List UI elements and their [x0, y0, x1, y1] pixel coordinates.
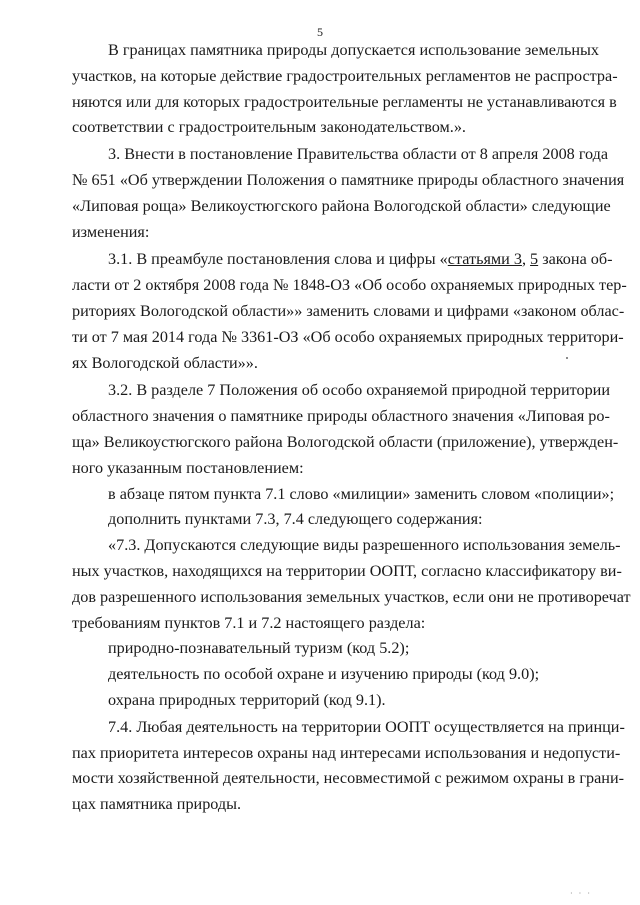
text-line: ща» Великоустюгского района Вологодской области (приложение), утвержден- [72, 432, 619, 451]
text-line: деятельность по особой охране и изучению природы (код 9.0); [108, 665, 540, 684]
text-line: ях Вологодской области»». [72, 353, 258, 372]
text-line: ного указанным постановлением: [72, 458, 304, 477]
document-body [72, 38, 631, 818]
text-line: цах памятника природы. [72, 795, 242, 814]
text-line: ти от 7 мая 2014 года № 3361-ОЗ «Об особо охраняемых природных территори- [72, 327, 624, 346]
list-item-protection [72, 662, 599, 688]
text-line: участков, на которые действие градостроительных регламентов не распростра- [72, 66, 618, 85]
text-line: ласти от 2 октября 2008 года № 1848-ОЗ «Об особо охраняемых природных тер- [72, 276, 627, 295]
text-line: «7.3. Допускаются следующие виды разрешенного использования земель- [108, 536, 621, 555]
text-line [72, 247, 613, 273]
text-line: няются или для которых градостроительные регламенты не устанавливаются в [72, 92, 617, 111]
text-line: изменения: [72, 222, 150, 241]
text-line: 3.2. В разделе 7 Положения об особо охраняемой природной территории [108, 381, 610, 400]
paragraph-boundaries-clause [72, 38, 618, 141]
page-number: 5 [317, 25, 323, 39]
list-item-tourism [72, 636, 599, 662]
text-line: в абзаце пятом пункта 7.1 слово «милиции» заменить словом «полиции»; [108, 484, 615, 503]
paragraph-item-3 [72, 142, 625, 245]
text-line: № 651 «Об утверждении Положения о памятнике природы областного значения [72, 170, 625, 189]
text-line: риториях Вологодской области»» заменить словами и цифрами «законом облас- [72, 301, 625, 320]
paragraph-item-3-2 [72, 378, 619, 481]
text-line: мости хозяйственной деятельности, несовместимой с режимом охраны в грани- [72, 769, 625, 788]
paragraph-amendment-7-1 [72, 482, 615, 508]
text-line: областного значения о памятнике природы областного значения «Липовая ро- [72, 407, 610, 426]
text-fragment: закона об- [538, 250, 613, 269]
scan-speck [566, 357, 568, 359]
text-line: пах приоритета интересов охраны над интересами использования и недопусти- [72, 743, 621, 762]
law-article-5-link[interactable]: 5 [530, 250, 539, 269]
text-line: В границах памятника природы допускается использование земельных [108, 41, 599, 59]
text-line: природно-познавательный туризм (код 5.2); [108, 639, 410, 658]
paragraph-add-items [72, 507, 599, 533]
paragraph-item-7-3 [72, 533, 631, 636]
text-line: дов разрешенного использования земельных участков, если они не противоречат [72, 587, 631, 606]
text-line: 7.4. Любая деятельность на территории ООПТ осуществляется на принци- [108, 717, 625, 736]
text-line: ных участков, находящихся на территории ООПТ, согласно классификатору ви- [72, 561, 622, 580]
paragraph-item-3-1 [72, 247, 627, 376]
text-line: соответствии с градостроительным законодательством.». [72, 118, 466, 137]
text-line: «Липовая роща» Великоустюгского района Вологодской области» следующие [72, 196, 611, 215]
text-line: охрана природных территорий (код 9.1). [108, 690, 386, 709]
text-fragment: , [521, 250, 531, 269]
scan-corner-mark: · · · [570, 889, 592, 898]
law-article-3-link[interactable]: статьями 3 [447, 250, 522, 269]
text-line: 3. Внести в постановление Правительства области от 8 апреля 2008 года [108, 145, 609, 164]
text-line: требованиям пунктов 7.1 и 7.2 настоящего раздела: [72, 613, 426, 632]
list-item-territories [72, 688, 599, 714]
paragraph-item-7-4 [72, 715, 625, 818]
text-line: дополнить пунктами 7.3, 7.4 следующего содержания: [108, 510, 483, 529]
text-fragment: 3.1. В преамбуле постановления слова и цифры « [108, 250, 448, 269]
